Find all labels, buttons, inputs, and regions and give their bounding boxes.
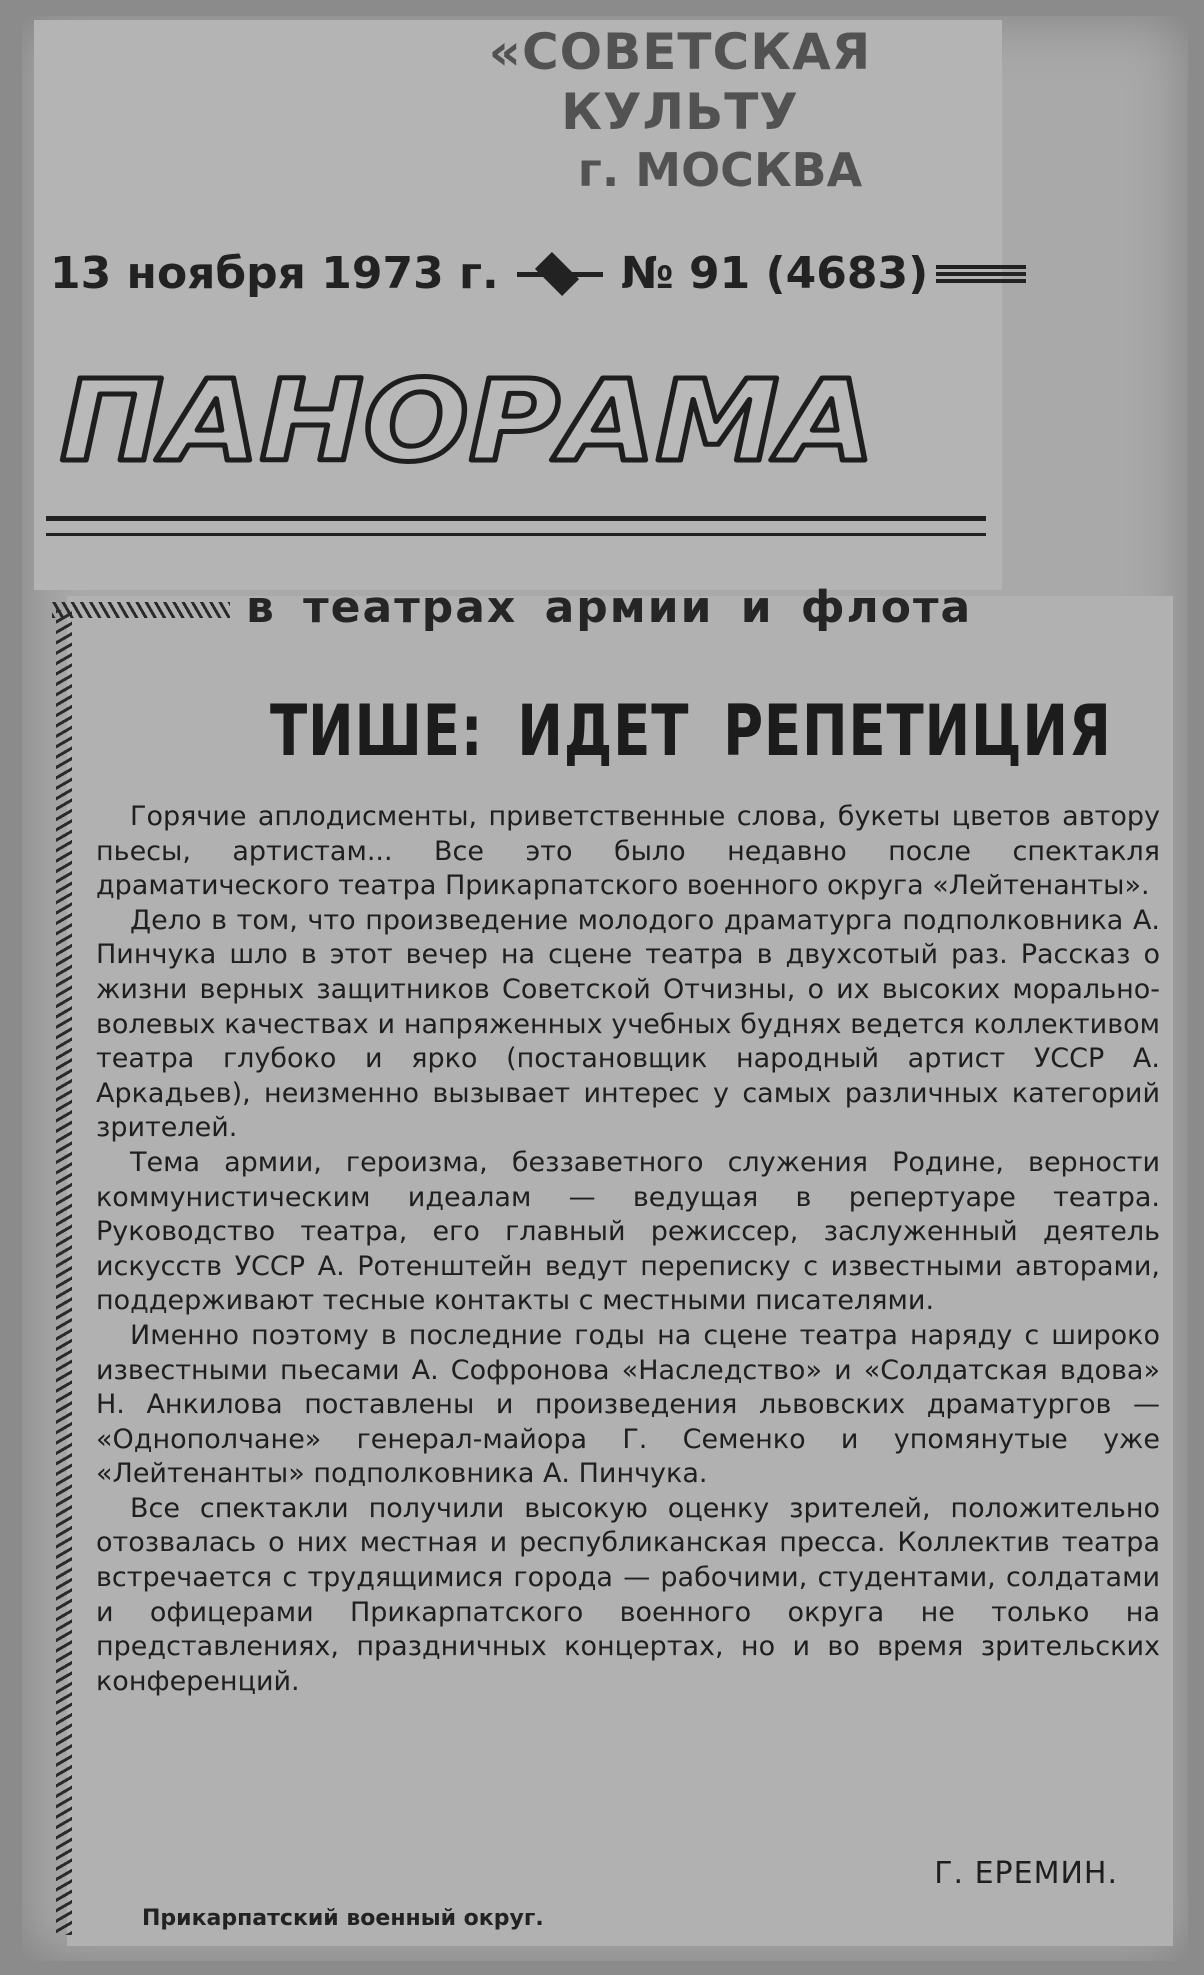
masthead-rule — [46, 516, 986, 536]
stamp-city: г. МОСКВА — [577, 143, 863, 197]
rubric — [52, 582, 992, 632]
masthead-title: ПАНОРАМА — [60, 360, 875, 480]
article-paragraph: Все спектакли получили высокую оценку зрителей, положительно отозвалась о них местная и республиканская пресса. Коллектив театра встречается с трудящимися города — рабочими, студентами, солдатами и офицерами Прикарпатского военного округа не только на представлениях, праздничных концертах, но и во время зрительских конференций. — [96, 1492, 1160, 1697]
article-paragraph: Горячие аплодисменты, приветственные слова, букеты цветов автору пьесы, артистам... Все это было недавно после спектакля драматического театра Прикарпатского военного округа «Лейтенанты». — [96, 801, 1160, 902]
article-body — [96, 800, 1160, 1699]
source-note: Прикарпатский военный округ. — [142, 1906, 544, 1931]
dateline — [50, 248, 1026, 299]
article-paragraph: Тема армии, героизма, беззаветного служения Родине, верности коммунистическим идеалам — ведущая в репертуаре театра. Руководство театра, его главный режиссер, заслуженный деятель искусств УССР А. Ротенштейн ведут переписку с известными авторами, поддерживают тесные контакты с местными писателями. — [96, 1146, 1160, 1317]
article-paragraph: Дело в том, что произведение молодого драматурга подполковника А. Пинчука шло в этот вечер на сцене театра в двухсотый раз. Рассказ о жизни верных защитников Советской Отчизны, о их высоких морально-волевых качествах и напряженных учебных буднях ведется коллективом театра глубоко и ярко (постановщик народный артист УССР А. Аркадьев), неизменно вызывает интерес у самых различных категорий зрителей. — [96, 904, 1160, 1144]
side-zigzag-border — [56, 610, 72, 1935]
diamond-rule-ornament — [517, 262, 603, 286]
rubric-title: в театрах армии и флота — [246, 581, 973, 633]
issue-date: 13 ноября 1973 г. — [50, 248, 499, 299]
issue-number: № 91 (4683) — [620, 248, 929, 299]
author-signature: Г. ЕРЕМИН. — [934, 1856, 1118, 1891]
article-paragraph: Именно поэтому в последние годы на сцене театра наряду с широко известными пьесами А. Софронова «Наследство» и «Солдатская вдова» Н. Анкилова поставлены и произведения львовских драматургов — «Однополчане» генерал-майора Г. Семенко и упомянутые уже «Лейтенанты» подполковника А. Пинчука. — [96, 1319, 1160, 1490]
masthead — [54, 360, 884, 480]
triple-rule-ornament — [936, 265, 1026, 283]
zigzag-ornament — [52, 602, 230, 618]
article-headline: ТИШЕ: ИДЕТ РЕПЕТИЦИЯ — [270, 690, 1112, 772]
stamp-newspaper-name: «СОВЕТСКАЯ КУЛЬТУ — [488, 23, 872, 141]
archive-stamp — [400, 22, 960, 198]
